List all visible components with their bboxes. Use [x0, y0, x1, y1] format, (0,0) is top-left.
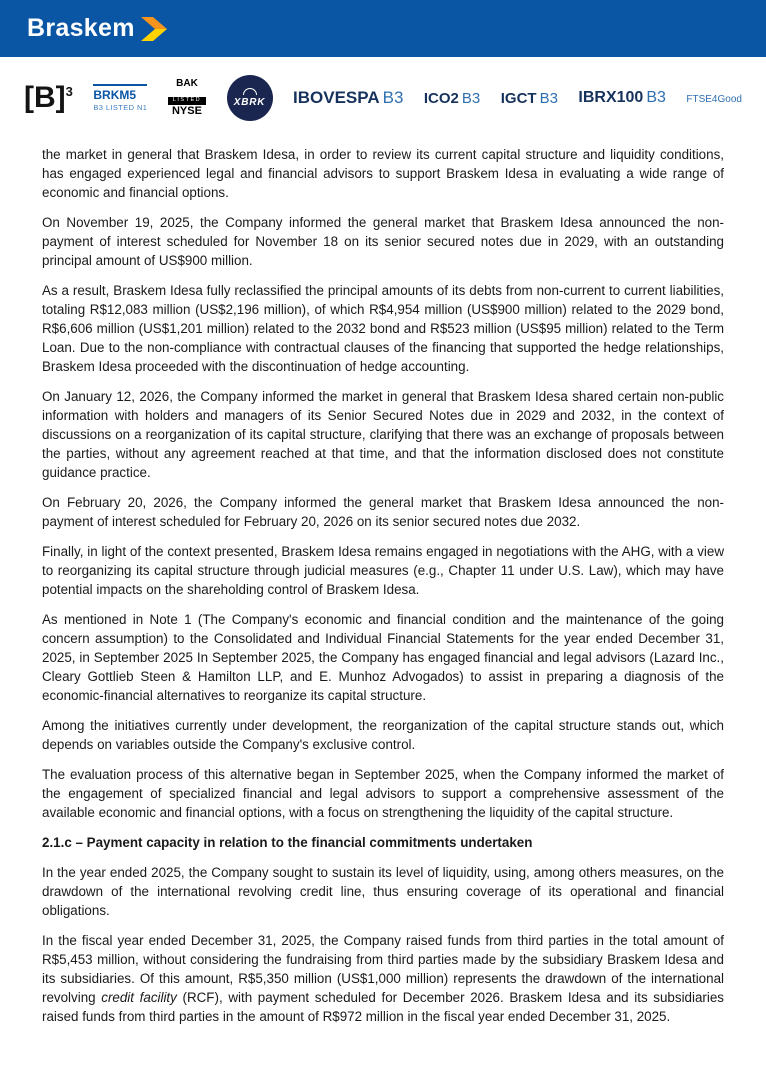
body-paragraph: As mentioned in Note 1 (The Company's economic and financial condition and the maintenance of the going concern assumption) to the Consolidated and Individual Financial Statements for the year ended December 31, 2025, in September 2025 In September 2025, the Company has engaged financial and legal advisors (Lazard Inc., Cleary Gottlieb Steen & Hamilton LLP, and E. Munhoz Advogados) to assist in preparing a diagnosis of the economic-financial alternatives to reorganize its capital structure. — [42, 612, 724, 703]
final-paragraph-part2: (RCF), with payment scheduled for December 2026. Braskem Idesa and its subsidiaries raised funds from third parties in the amount of R$972 million in the fiscal year ended December 31, 2025. — [42, 990, 724, 1024]
xbrk-label: XBRK — [233, 97, 266, 108]
igct-name: IGCT — [500, 89, 537, 107]
brkm5-listing-logo — [93, 84, 147, 112]
body-paragraph: On November 19, 2025, the Company informed the general market that Braskem Idesa announced the non-payment of interest scheduled for November 18 on its senior secured notes due in 2029, with an outstanding principal amount of US$900 million. — [42, 215, 724, 268]
ibovespa-index-logo — [293, 88, 403, 108]
b3-logo-superscript: 3 — [65, 84, 73, 99]
header-bar — [0, 0, 766, 57]
nyse-exchange-name: NYSE — [171, 104, 202, 117]
igct-b3-suffix: B3 — [539, 89, 558, 107]
body-paragraph: the market in general that Braskem Idesa, in order to review its current capital structure and liquidity conditions, has engaged experienced legal and financial advisors to support Braskem Idesa in evaluating a wide range of economic and financial options. — [42, 147, 724, 200]
section-heading-2-1-c: 2.1.c – Payment capacity in relation to the financial commitments undertaken — [42, 835, 533, 850]
ftse4good-logo — [686, 89, 742, 107]
body-paragraph: Among the initiatives currently under development, the reorganization of the capital structure stands out, which depends on variables outside the Company's exclusive control. — [42, 718, 724, 752]
nyse-listed-band: LISTED — [168, 97, 206, 105]
ico2-index-logo — [424, 90, 480, 107]
b3-logo-text: [B] — [24, 81, 66, 114]
braskem-chevron-icon — [140, 15, 170, 43]
body-paragraph: As a result, Braskem Idesa fully reclassified the principal amounts of its debts from non-current to current liabilities, totaling R$12,083 million (US$2,196 million), of which R$4,954 million (US$900 million) related to the 2029 bond, R$6,606 million (US$1,201 million) related to the 2032 bond and R$523 million (US$95 million) related to the Term Loan. Due to the non-compliance with contractual clauses of the financing that supported the hedge relationships, Braskem Idesa proceeded with the discontinuation of hedge accounting. — [42, 283, 724, 374]
stock-index-logo-strip — [0, 65, 766, 131]
ibovespa-name: IBOVESPA — [293, 88, 380, 107]
xbrk-seal-emblem-icon — [243, 88, 257, 95]
ico2-name: ICO2 — [423, 89, 459, 107]
b3-exchange-logo — [24, 83, 73, 113]
brkm5-ticker: BRKM5 — [93, 88, 137, 102]
final-paragraph-part1: In the fiscal year ended December 31, 2025, the Company raised funds from third parties in the total amount of R$5,453 million, without considering the fundraising from third parties made by the subsidiary Braskem Idesa and its subsidiaries. Of this amount, R$5,350 million (US$1,000 million) represents the drawdown of the international revolving — [42, 933, 724, 1005]
final-paragraph-italic: credit facility — [101, 990, 177, 1005]
body-paragraph: Finally, in light of the context presented, Braskem Idesa remains engaged in negotiations with the AHG, with a view to reorganizing its capital structure through judicial measures (e.g., Chapter 11 under U.S. Law), which may have potential impacts on the shareholding control of Braskem Idesa. — [42, 544, 724, 597]
body-paragraph: On February 20, 2026, the Company informed the general market that Braskem Idesa announced the non-payment of interest scheduled for February 20, 2026 on its senior secured notes due 2032. — [42, 495, 724, 529]
document-content — [0, 131, 766, 1026]
ibovespa-b3-suffix: B3 — [382, 88, 404, 107]
body-paragraph-final — [42, 931, 724, 1026]
body-paragraph: The evaluation process of this alternative began in September 2025, when the Company informed the market of the engagement of specialized financial and legal advisors to support a comprehensive assessment of the available economic and financial options, with a focus on strengthening the liquidity of the capital structure. — [42, 767, 724, 820]
ibrx100-index-logo — [578, 89, 666, 107]
ftse4good-label: FTSE4Good — [686, 94, 742, 105]
braskem-logo — [27, 14, 170, 43]
brkm5-subtitle: B3 LISTED N1 — [93, 103, 148, 112]
xbrk-seal-badge — [227, 75, 273, 121]
ibrx100-b3-suffix: B3 — [646, 89, 666, 106]
body-paragraph: On January 12, 2026, the Company informed the market in general that Braskem Idesa shared certain non-public information with holders and managers of its Senior Secured Notes due in 2029 and 2032, in the context of discussions on a reorganization of its capital structure, clarifying that there was an exchange of proposals between the parties, without any agreement reached at that time, and that the information disclosed does not constitute guidance practice. — [42, 389, 724, 480]
ico2-b3-suffix: B3 — [461, 89, 481, 107]
body-paragraph: In the year ended 2025, the Company sought to sustain its level of liquidity, using, among others measures, on the drawdown of the international revolving credit line, thus ensuring coverage of its operational and financial obligations. — [42, 865, 724, 918]
braskem-logo-text: Braskem — [27, 14, 135, 42]
nyse-ticker: BAK — [176, 77, 198, 89]
igct-index-logo — [501, 90, 558, 107]
nyse-listed-logo — [168, 79, 206, 118]
ibrx100-name: IBRX100 — [578, 89, 644, 106]
